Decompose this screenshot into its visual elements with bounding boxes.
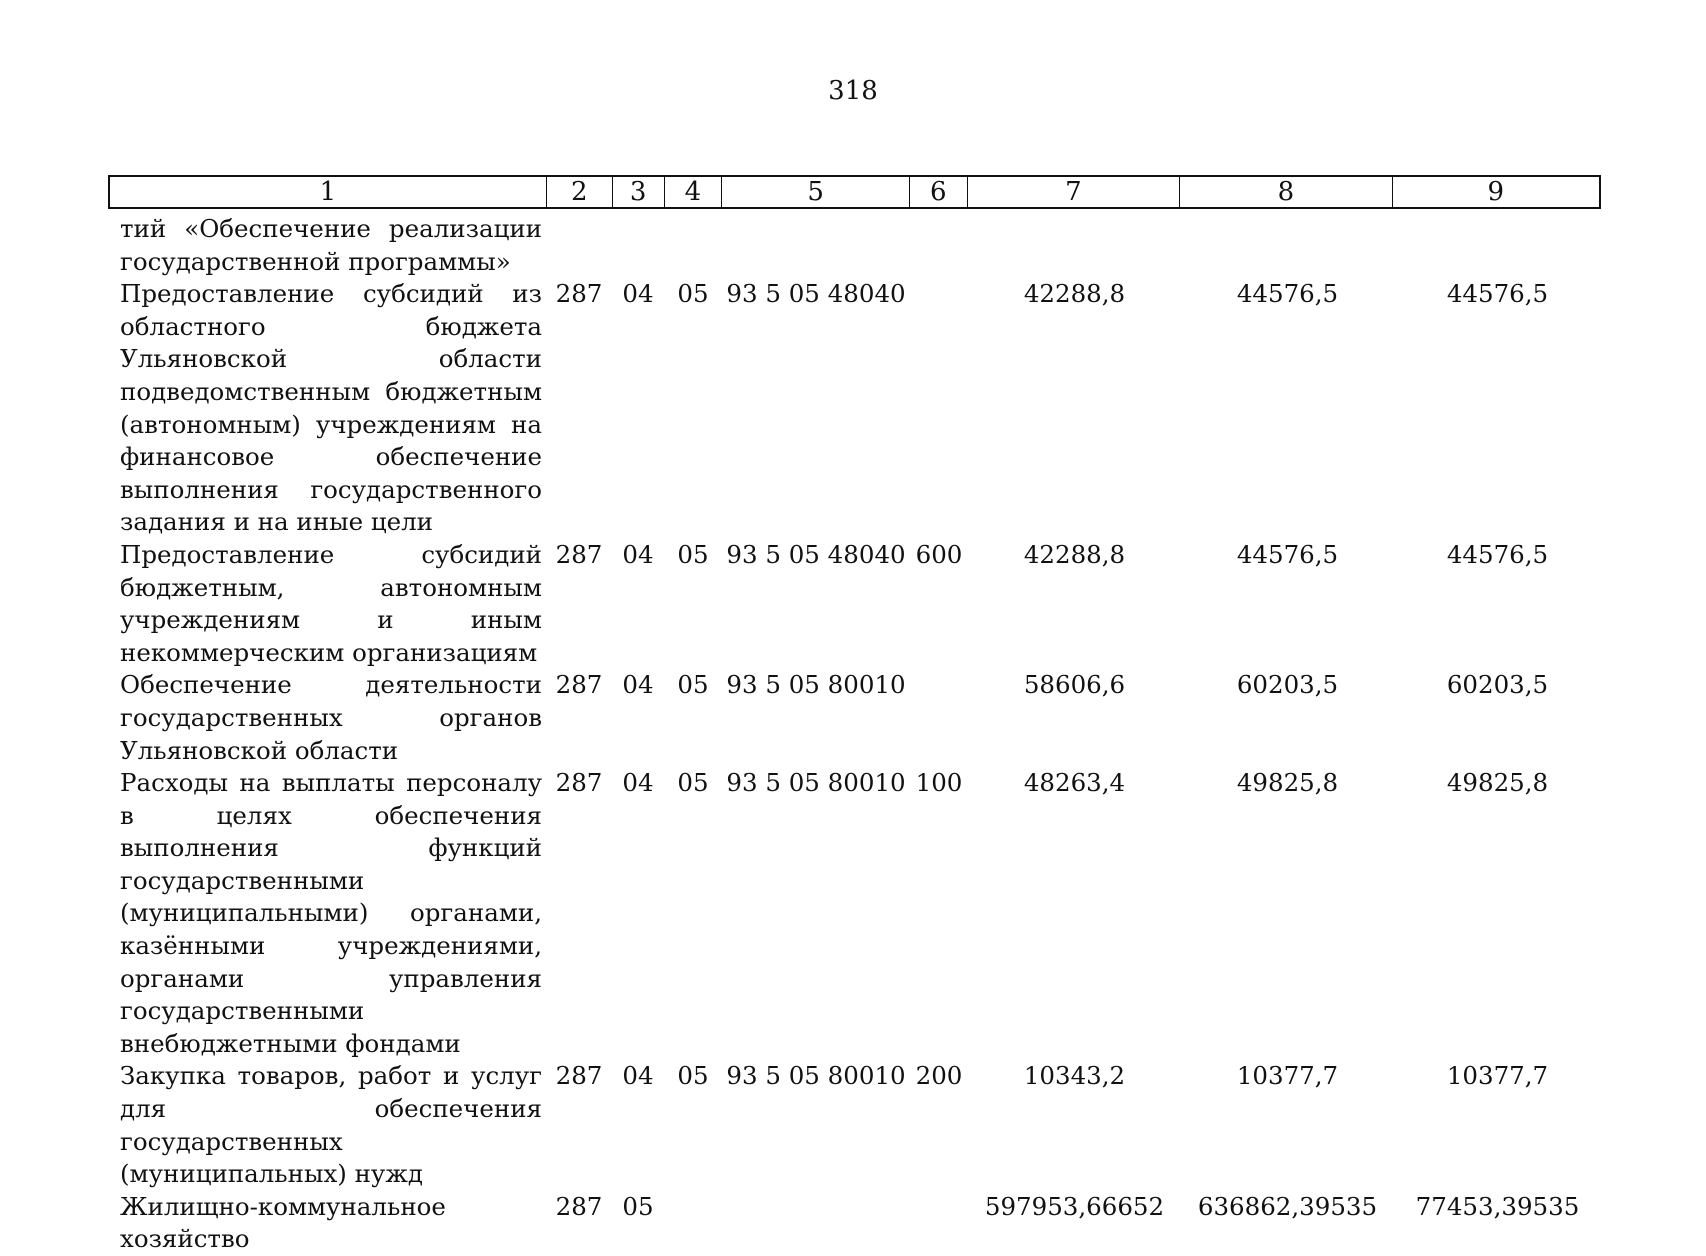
page-number: 318 [828,76,878,106]
row-col-5: 93 5 05 80010 [726,670,906,700]
table-row [108,539,1601,669]
row-col-2: 287 [555,1191,603,1221]
row-description: Закупка товаров, работ и услуг для обеспечения государственных (муниципальных) нужд [120,1061,542,1189]
row-col-2: 287 [555,1061,603,1091]
row-col-8: 10377,7 [1236,1061,1339,1091]
row-col-7: 10343,2 [1023,1061,1126,1091]
row-description: Предоставление субсидий из областного бюджета Ульяновской области подведомственным бюджетным (автономным) учреждениям на финансовое обеспечение выполнения государственного задания и на иные цели [120,279,542,537]
row-col-9: 77453,39535 [1415,1191,1580,1221]
row-col-8: 44576,5 [1236,539,1339,569]
row-col-6: 100 [915,768,963,798]
row-col-4: 05 [677,768,709,798]
row-col-4: 05 [677,670,709,700]
row-col-7: 42288,8 [1023,279,1126,309]
row-col-2: 287 [555,539,603,569]
row-col-8: 44576,5 [1236,279,1339,309]
row-col-8: 60203,5 [1236,670,1339,700]
row-col-9: 44576,5 [1446,279,1549,309]
table-row [108,1191,1601,1256]
table-row [108,1060,1601,1190]
row-col-9: 60203,5 [1446,670,1549,700]
table-row [108,767,1601,1060]
row-description: Жилищно-коммунальное хозяйство [120,1191,446,1254]
row-col-9: 44576,5 [1446,539,1549,569]
row-col-7: 597953,66652 [984,1191,1165,1221]
header-col-7: 7 [968,177,1180,207]
header-col-5: 5 [722,177,910,207]
row-col-5: 93 5 05 80010 [726,768,906,798]
header-col-9: 9 [1487,177,1505,207]
header-col-4: 4 [665,177,723,207]
row-col-6: 200 [915,1061,963,1091]
header-col-8: 8 [1180,177,1392,207]
header-col-6: 6 [910,177,968,207]
row-col-2: 287 [555,768,603,798]
row-col-7: 48263,4 [1023,768,1126,798]
row-col-3: 04 [622,539,654,569]
row-description: Расходы на выплаты персоналу в целях обеспечения выполнения функций государственными (муниципальными) органами, казёнными учреждениями, органами управления государственными внебюджетными фондами [120,768,542,1058]
row-description: Предоставление субсидий бюджетным, автономным учреждениям и иным некоммерческим организациям [120,539,542,667]
row-col-5: 93 5 05 48040 [726,279,906,309]
row-col-3: 04 [622,279,654,309]
budget-table-body [108,213,1601,1256]
header-col-2: 2 [547,177,613,207]
table-row [108,669,1601,767]
row-col-6: 600 [915,539,963,569]
row-col-2: 287 [555,279,603,309]
row-col-7: 58606,6 [1023,670,1126,700]
row-col-3: 04 [622,670,654,700]
row-col-9: 10377,7 [1446,1061,1549,1091]
table-row [108,278,1601,539]
row-col-4: 05 [677,539,709,569]
row-col-3: 04 [622,768,654,798]
row-col-9: 49825,8 [1446,768,1549,798]
row-description: Обеспечение деятельности государственных органов Ульяновской области [120,670,542,765]
row-description: тий «Обеспечение реализации государственной программы» [120,214,542,276]
row-col-8: 636862,39535 [1197,1191,1378,1221]
row-col-2: 287 [555,670,603,700]
row-col-8: 49825,8 [1236,768,1339,798]
row-col-7: 42288,8 [1023,539,1126,569]
header-col-3: 3 [613,177,665,207]
row-col-3: 04 [622,1061,654,1091]
header-col-1: 1 [110,177,547,207]
row-col-4: 05 [677,1061,709,1091]
row-col-3: 05 [622,1191,654,1221]
table-row [108,213,1601,278]
table-header-row [108,175,1601,209]
row-col-5: 93 5 05 80010 [726,1061,906,1091]
row-col-5: 93 5 05 48040 [726,539,906,569]
row-col-4: 05 [677,279,709,309]
